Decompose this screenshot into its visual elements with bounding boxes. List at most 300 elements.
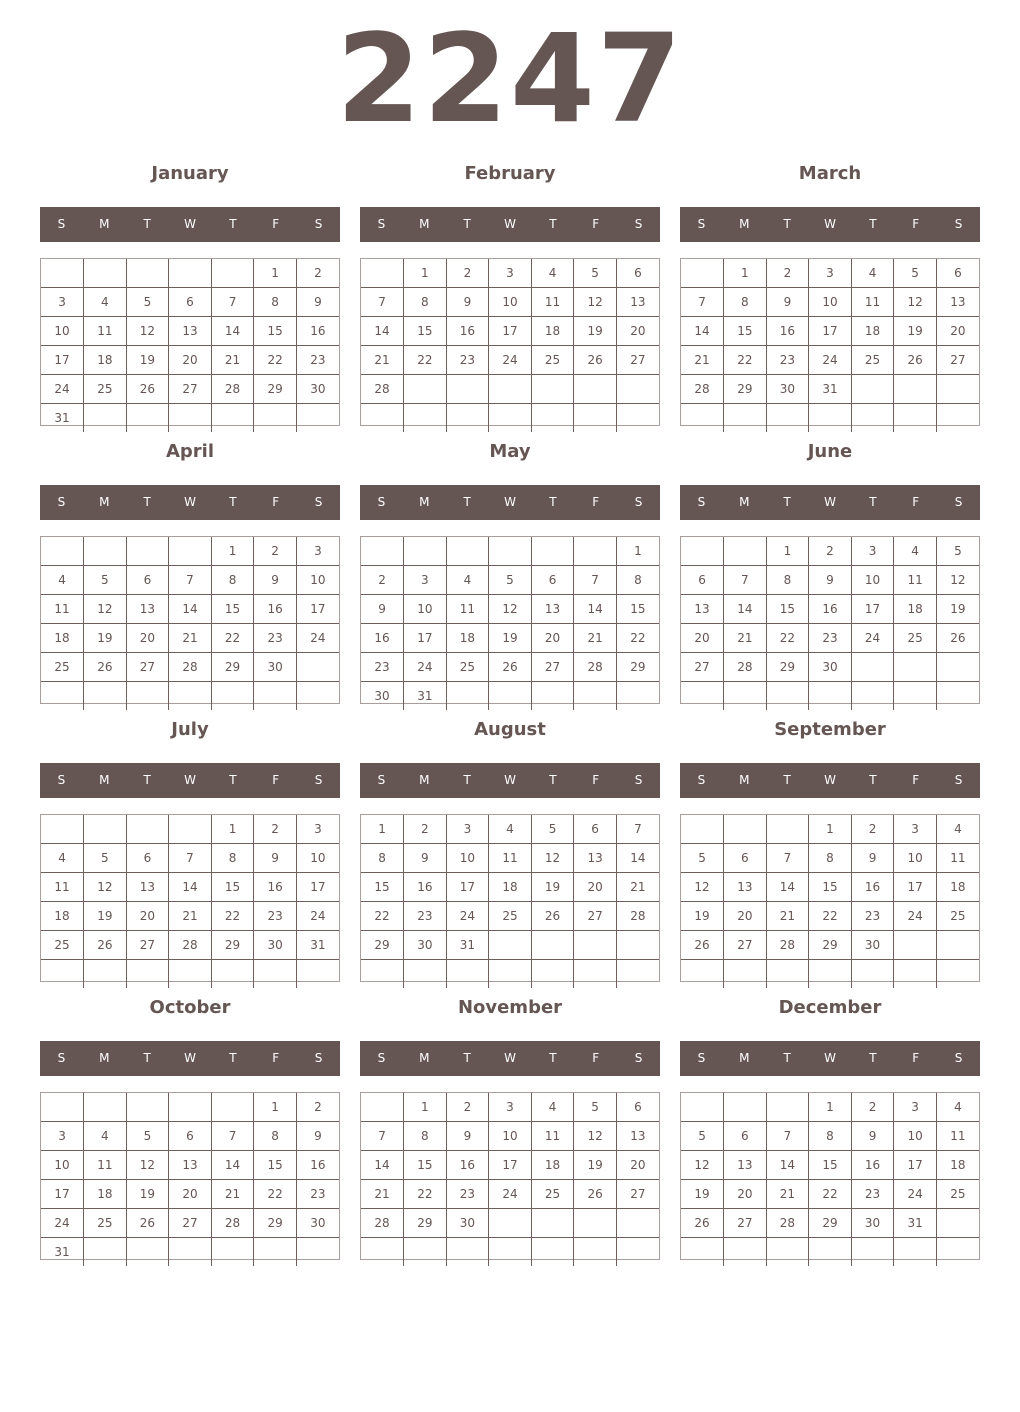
day-cell xyxy=(574,682,617,711)
day-cell: 12 xyxy=(531,844,574,873)
day-cell: 1 xyxy=(766,537,809,566)
day-cell: 23 xyxy=(766,346,809,375)
day-cell: 8 xyxy=(211,844,254,873)
day-cell xyxy=(851,682,894,711)
day-cell: 20 xyxy=(531,624,574,653)
day-cell xyxy=(574,960,617,989)
day-cell: 30 xyxy=(404,931,447,960)
day-cell: 1 xyxy=(254,259,297,288)
day-cell: 18 xyxy=(84,1180,127,1209)
day-cell: 18 xyxy=(531,317,574,346)
weekday-label: T xyxy=(229,773,237,787)
day-cell: 3 xyxy=(41,1122,84,1151)
day-cell: 11 xyxy=(531,1122,574,1151)
week-row xyxy=(41,682,339,711)
day-cell: 7 xyxy=(616,815,659,844)
week-row xyxy=(41,1238,339,1267)
day-cell xyxy=(531,960,574,989)
day-cell: 8 xyxy=(404,1122,447,1151)
day-cell xyxy=(531,682,574,711)
day-cell: 30 xyxy=(296,375,339,404)
weekday-label: T xyxy=(143,1051,151,1065)
week-row xyxy=(361,1238,659,1267)
week-row xyxy=(681,960,979,989)
weekday-label: F xyxy=(592,1051,600,1065)
day-cell: 18 xyxy=(489,873,532,902)
day-cell: 20 xyxy=(936,317,979,346)
day-cell: 2 xyxy=(296,259,339,288)
day-cell xyxy=(84,960,127,989)
day-cell: 2 xyxy=(851,1093,894,1122)
day-cell xyxy=(211,682,254,711)
day-cell: 2 xyxy=(254,537,297,566)
day-cell: 24 xyxy=(489,1180,532,1209)
day-cell: 21 xyxy=(169,624,212,653)
day-cell: 29 xyxy=(809,931,852,960)
day-cell: 16 xyxy=(254,595,297,624)
weekday-header xyxy=(40,485,340,520)
day-cell: 11 xyxy=(84,1151,127,1180)
day-cell xyxy=(446,1238,489,1267)
week-row xyxy=(361,288,659,317)
day-cell: 4 xyxy=(531,259,574,288)
day-cell xyxy=(169,1238,212,1267)
day-cell xyxy=(169,815,212,844)
day-cell: 1 xyxy=(809,815,852,844)
day-cell: 21 xyxy=(574,624,617,653)
day-cell: 26 xyxy=(84,931,127,960)
day-cell: 4 xyxy=(84,1122,127,1151)
weekday-label: T xyxy=(229,1051,237,1065)
day-cell xyxy=(766,1238,809,1267)
day-cell: 3 xyxy=(851,537,894,566)
day-cell xyxy=(724,682,767,711)
day-cell: 17 xyxy=(404,624,447,653)
day-cell: 19 xyxy=(126,346,169,375)
week-row xyxy=(41,873,339,902)
month-title: October xyxy=(149,997,231,1018)
week-row xyxy=(41,624,339,653)
day-cell: 28 xyxy=(169,931,212,960)
day-cell: 29 xyxy=(361,931,404,960)
day-cell: 9 xyxy=(851,1122,894,1151)
weekday-label: S xyxy=(57,1051,66,1065)
day-cell xyxy=(169,259,212,288)
day-cell: 28 xyxy=(616,902,659,931)
day-cell: 22 xyxy=(211,902,254,931)
day-cell xyxy=(724,1238,767,1267)
day-cell: 10 xyxy=(894,1122,937,1151)
day-cell: 14 xyxy=(169,873,212,902)
weekday-label: T xyxy=(549,217,557,231)
weekday-label: T xyxy=(229,495,237,509)
day-grid xyxy=(40,1092,340,1260)
day-cell: 27 xyxy=(724,931,767,960)
day-cell xyxy=(169,682,212,711)
day-cell: 11 xyxy=(446,595,489,624)
day-cell: 10 xyxy=(41,1151,84,1180)
weekday-label: S xyxy=(57,773,66,787)
day-cell xyxy=(211,259,254,288)
week-row xyxy=(681,346,979,375)
day-cell: 3 xyxy=(489,1093,532,1122)
day-cell: 21 xyxy=(681,346,724,375)
day-cell xyxy=(851,404,894,433)
day-cell xyxy=(894,1238,937,1267)
day-cell xyxy=(616,1238,659,1267)
day-cell: 31 xyxy=(894,1209,937,1238)
month-title: December xyxy=(778,997,882,1018)
day-cell: 30 xyxy=(766,375,809,404)
day-cell xyxy=(766,815,809,844)
week-row xyxy=(681,537,979,566)
day-cell xyxy=(574,931,617,960)
day-cell: 14 xyxy=(766,873,809,902)
day-grid xyxy=(360,814,660,982)
day-cell xyxy=(724,1093,767,1122)
weekday-label: W xyxy=(824,773,836,787)
day-cell: 18 xyxy=(41,624,84,653)
day-cell: 4 xyxy=(936,815,979,844)
weekday-label: W xyxy=(824,495,836,509)
day-cell: 31 xyxy=(296,931,339,960)
weekday-label: F xyxy=(912,1051,920,1065)
day-cell: 5 xyxy=(681,844,724,873)
day-cell: 27 xyxy=(169,375,212,404)
weekday-label: T xyxy=(463,1051,471,1065)
day-cell: 19 xyxy=(574,1151,617,1180)
day-cell: 31 xyxy=(404,682,447,711)
day-cell: 26 xyxy=(489,653,532,682)
week-row xyxy=(681,1180,979,1209)
day-cell: 24 xyxy=(894,902,937,931)
week-row xyxy=(681,288,979,317)
day-cell xyxy=(169,960,212,989)
week-row xyxy=(361,653,659,682)
weekday-label: M xyxy=(419,495,430,509)
day-cell xyxy=(616,404,659,433)
week-row xyxy=(681,844,979,873)
day-cell xyxy=(936,960,979,989)
day-cell: 3 xyxy=(489,259,532,288)
day-cell xyxy=(681,537,724,566)
day-cell: 9 xyxy=(446,288,489,317)
day-cell xyxy=(169,404,212,433)
day-cell xyxy=(361,1238,404,1267)
day-cell xyxy=(724,815,767,844)
weekday-label: M xyxy=(739,1051,750,1065)
day-cell xyxy=(616,375,659,404)
day-cell: 2 xyxy=(809,537,852,566)
day-cell xyxy=(936,375,979,404)
day-cell: 23 xyxy=(446,346,489,375)
week-row xyxy=(681,815,979,844)
week-row xyxy=(41,346,339,375)
day-cell: 7 xyxy=(361,288,404,317)
day-cell: 28 xyxy=(361,1209,404,1238)
day-cell: 12 xyxy=(574,288,617,317)
week-row xyxy=(681,873,979,902)
day-cell xyxy=(894,375,937,404)
day-cell: 6 xyxy=(724,844,767,873)
weekday-label: S xyxy=(697,1051,706,1065)
day-cell: 19 xyxy=(681,1180,724,1209)
day-cell: 12 xyxy=(894,288,937,317)
day-cell: 9 xyxy=(851,844,894,873)
day-cell: 24 xyxy=(41,1209,84,1238)
day-cell xyxy=(84,259,127,288)
day-cell: 19 xyxy=(126,1180,169,1209)
day-cell: 15 xyxy=(404,317,447,346)
day-cell: 3 xyxy=(446,815,489,844)
weekday-label: F xyxy=(912,773,920,787)
weekday-label: S xyxy=(954,1051,963,1065)
day-cell: 17 xyxy=(894,873,937,902)
day-cell xyxy=(84,815,127,844)
day-cell: 24 xyxy=(446,902,489,931)
weekday-label: T xyxy=(143,773,151,787)
day-cell: 8 xyxy=(404,288,447,317)
day-cell: 28 xyxy=(169,653,212,682)
day-cell: 18 xyxy=(851,317,894,346)
day-cell: 22 xyxy=(809,1180,852,1209)
day-cell: 22 xyxy=(211,624,254,653)
day-cell xyxy=(531,931,574,960)
weekday-label: F xyxy=(272,773,280,787)
day-cell: 28 xyxy=(766,931,809,960)
day-cell: 2 xyxy=(446,259,489,288)
day-cell: 12 xyxy=(681,1151,724,1180)
day-cell: 26 xyxy=(126,1209,169,1238)
week-row xyxy=(361,815,659,844)
day-cell: 4 xyxy=(489,815,532,844)
day-cell: 7 xyxy=(574,566,617,595)
day-cell xyxy=(84,1238,127,1267)
weekday-label: F xyxy=(912,495,920,509)
day-cell: 7 xyxy=(766,844,809,873)
day-cell: 23 xyxy=(404,902,447,931)
day-cell: 24 xyxy=(851,624,894,653)
weekday-label: S xyxy=(377,495,386,509)
week-row xyxy=(361,1180,659,1209)
day-cell xyxy=(361,960,404,989)
day-cell: 20 xyxy=(169,1180,212,1209)
day-cell: 17 xyxy=(894,1151,937,1180)
weekday-header xyxy=(360,1041,660,1076)
week-row xyxy=(361,960,659,989)
day-grid xyxy=(680,258,980,426)
day-cell: 27 xyxy=(126,931,169,960)
day-cell: 23 xyxy=(254,624,297,653)
week-row xyxy=(361,375,659,404)
day-cell: 6 xyxy=(126,844,169,873)
day-cell: 17 xyxy=(489,317,532,346)
week-row xyxy=(361,902,659,931)
day-cell xyxy=(211,1238,254,1267)
weekday-label: S xyxy=(697,495,706,509)
day-cell xyxy=(126,1093,169,1122)
day-cell: 6 xyxy=(126,566,169,595)
weekday-header xyxy=(680,485,980,520)
day-cell: 9 xyxy=(404,844,447,873)
day-cell xyxy=(296,960,339,989)
weekday-label: T xyxy=(549,495,557,509)
day-cell: 16 xyxy=(361,624,404,653)
day-cell: 13 xyxy=(681,595,724,624)
day-cell xyxy=(766,1093,809,1122)
day-cell: 20 xyxy=(616,317,659,346)
weekday-label: F xyxy=(592,217,600,231)
weekday-label: F xyxy=(912,217,920,231)
day-cell: 26 xyxy=(681,931,724,960)
day-cell: 3 xyxy=(296,537,339,566)
month-title: August xyxy=(474,719,546,740)
day-cell: 2 xyxy=(446,1093,489,1122)
day-cell: 21 xyxy=(361,1180,404,1209)
day-cell: 28 xyxy=(574,653,617,682)
day-cell xyxy=(446,404,489,433)
day-cell: 29 xyxy=(254,375,297,404)
day-cell: 19 xyxy=(489,624,532,653)
day-cell: 23 xyxy=(361,653,404,682)
day-cell: 17 xyxy=(296,873,339,902)
week-row xyxy=(361,259,659,288)
day-cell xyxy=(489,1238,532,1267)
day-cell: 30 xyxy=(361,682,404,711)
day-cell: 9 xyxy=(766,288,809,317)
day-cell: 25 xyxy=(446,653,489,682)
day-cell xyxy=(211,960,254,989)
day-cell: 8 xyxy=(361,844,404,873)
day-cell xyxy=(84,1093,127,1122)
week-row xyxy=(681,404,979,433)
day-cell xyxy=(254,960,297,989)
week-row xyxy=(681,1122,979,1151)
weekday-label: W xyxy=(824,1051,836,1065)
day-cell: 8 xyxy=(211,566,254,595)
day-cell: 9 xyxy=(254,566,297,595)
weekday-label: T xyxy=(549,773,557,787)
day-cell: 3 xyxy=(296,815,339,844)
day-cell: 13 xyxy=(531,595,574,624)
day-cell: 25 xyxy=(531,346,574,375)
day-cell: 26 xyxy=(126,375,169,404)
weekday-label: W xyxy=(184,1051,196,1065)
day-cell: 14 xyxy=(724,595,767,624)
day-cell: 25 xyxy=(41,653,84,682)
day-cell xyxy=(616,960,659,989)
day-cell: 1 xyxy=(616,537,659,566)
day-cell: 11 xyxy=(41,873,84,902)
day-cell: 12 xyxy=(126,1151,169,1180)
day-cell: 5 xyxy=(574,1093,617,1122)
day-cell xyxy=(84,537,127,566)
weekday-header xyxy=(360,485,660,520)
day-cell xyxy=(574,404,617,433)
day-cell xyxy=(616,1209,659,1238)
weekday-label: S xyxy=(377,773,386,787)
day-cell xyxy=(296,404,339,433)
day-cell: 30 xyxy=(254,653,297,682)
day-cell xyxy=(681,682,724,711)
day-cell: 28 xyxy=(211,375,254,404)
day-cell xyxy=(126,682,169,711)
day-cell xyxy=(126,259,169,288)
weekday-label: M xyxy=(739,217,750,231)
day-cell xyxy=(84,682,127,711)
day-cell: 13 xyxy=(616,1122,659,1151)
day-cell: 6 xyxy=(936,259,979,288)
day-cell xyxy=(681,960,724,989)
day-cell xyxy=(574,1238,617,1267)
day-cell: 31 xyxy=(446,931,489,960)
day-cell xyxy=(936,653,979,682)
day-cell: 6 xyxy=(169,1122,212,1151)
day-cell: 28 xyxy=(766,1209,809,1238)
day-cell: 29 xyxy=(211,653,254,682)
day-cell xyxy=(489,404,532,433)
day-cell: 2 xyxy=(254,815,297,844)
day-cell: 6 xyxy=(616,1093,659,1122)
day-cell: 1 xyxy=(724,259,767,288)
day-cell: 14 xyxy=(361,1151,404,1180)
weekday-label: T xyxy=(463,495,471,509)
day-cell: 16 xyxy=(296,1151,339,1180)
day-cell: 13 xyxy=(169,1151,212,1180)
day-cell: 27 xyxy=(724,1209,767,1238)
day-cell: 13 xyxy=(724,873,767,902)
day-cell: 14 xyxy=(616,844,659,873)
day-cell: 18 xyxy=(894,595,937,624)
weekday-label: S xyxy=(314,217,323,231)
day-cell xyxy=(404,404,447,433)
day-cell: 12 xyxy=(126,317,169,346)
day-cell: 16 xyxy=(446,317,489,346)
day-cell: 23 xyxy=(254,902,297,931)
day-cell: 3 xyxy=(894,1093,937,1122)
weekday-label: T xyxy=(783,773,791,787)
weekday-header xyxy=(680,207,980,242)
week-row xyxy=(681,931,979,960)
day-cell: 21 xyxy=(211,1180,254,1209)
day-cell: 7 xyxy=(681,288,724,317)
weekday-label: S xyxy=(954,773,963,787)
day-cell: 22 xyxy=(724,346,767,375)
month-title: March xyxy=(798,163,862,184)
day-cell: 1 xyxy=(254,1093,297,1122)
day-cell: 14 xyxy=(211,1151,254,1180)
week-row xyxy=(361,346,659,375)
day-cell: 19 xyxy=(574,317,617,346)
day-cell xyxy=(766,682,809,711)
day-cell xyxy=(361,259,404,288)
day-cell: 11 xyxy=(851,288,894,317)
day-cell xyxy=(404,537,447,566)
day-cell: 25 xyxy=(41,931,84,960)
weekday-label: S xyxy=(314,1051,323,1065)
day-cell: 20 xyxy=(126,624,169,653)
day-cell: 7 xyxy=(169,566,212,595)
day-cell: 5 xyxy=(574,259,617,288)
day-cell: 25 xyxy=(851,346,894,375)
day-cell: 11 xyxy=(936,1122,979,1151)
weekday-label: T xyxy=(549,1051,557,1065)
day-grid xyxy=(40,814,340,982)
day-cell: 5 xyxy=(126,1122,169,1151)
day-cell: 6 xyxy=(616,259,659,288)
day-cell: 5 xyxy=(84,566,127,595)
week-row xyxy=(41,1180,339,1209)
